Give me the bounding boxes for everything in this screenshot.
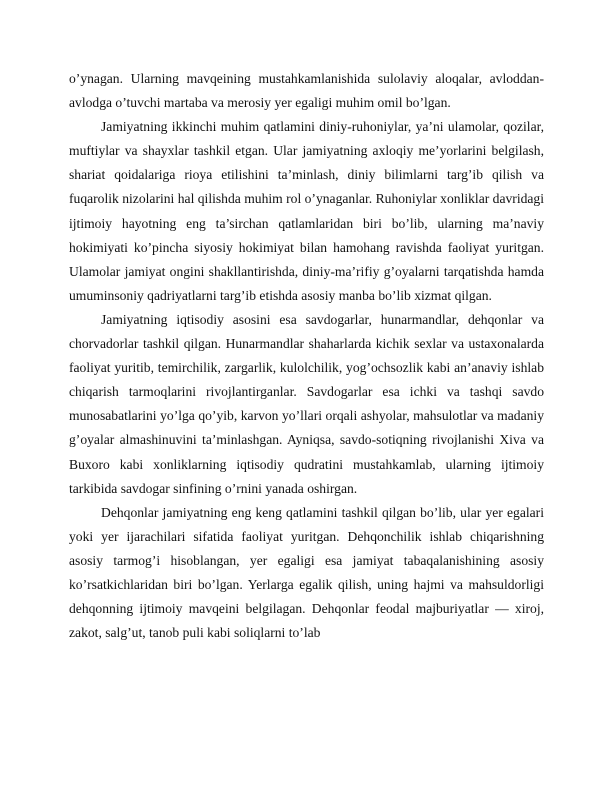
- paragraph-economic-class: Jamiyatning iqtisodiy asosini esa savdogarlar, hunarmandlar, dehqonlar va chorvadorlar tashkil qilgan. Hunarmandlar shaharlarda kichik sexlar va ustaxonalarda faoliyat yuritib, temirchilik, zargarlik, kulolchilik, yog’ochsozlik kabi an’anaviy ishlab chiqarish tarmoqlarini rivojlantirganlar. Savdogarlar esa ichki va tashqi savdo munosabatlarini yo’lga qo’yib, karvon yo’llari orqali ashyolar, mahsulotlar va madaniy g’oyalar almashinuvini ta’minlashgan. Ayniqsa, savdo-sotiqning rivojlanishi Xiva va Buxoro kabi xonliklarning iqtisodiy qudratini mustahkamlab, ularning ijtimoiy tarkibida savdogar sinfining o’rnini yanada oshirgan.: [69, 311, 544, 496]
- paragraph-continuation: o’ynagan. Ularning mavqeining mustahkamlanishida sulolaviy aloqalar, avloddan-avlodga o’tuvchi martaba va merosiy yer egaligi muhim omil bo’lgan.: [69, 71, 544, 111]
- paragraph-religious-class: Jamiyatning ikkinchi muhim qatlamini diniy-ruhoniylar, ya’ni ulamolar, qozilar, muftiylar va shayxlar tashkil etgan. Ular jamiyatning axloqiy me’yorlarini belgilash, shariat qoidalariga rioya etilishini ta’minlash, diniy bilimlarni targ’ib qilish va fuqarolik nizolarini hal qilishda muhim rol o’ynaganlar. Ruhoniylar xonliklar davridagi ijtimoiy hayotning eng ta’sirchan qatlamlaridan biri bo’lib, ularning ma’naviy hokimiyati ko’pincha siyosiy hokimiyat bilan hamohang ravishda faoliyat yuritgan. Ulamolar jamiyat ongini shakllantirishda, diniy-ma’rifiy g’oyalarni tarqatishda hamda umuminsoniy qadriyatlarni targ’ib etishda asosiy manba bo’lib xizmat qilgan.: [69, 119, 544, 303]
- paragraph-peasants: Dehqonlar jamiyatning eng keng qatlamini tashkil qilgan bo’lib, ular yer egalari yoki yer ijarachilari sifatida faoliyat yuritgan. Dehqonchilik ishlab chiqarishning asosiy tarmog’i hisoblangan, yer egaligi esa jamiyat tabaqalanishining asosiy ko’rsatkichlaridan biri bo’lgan. Yerlarga egalik qilish, uning hajmi va mahsuldorligi dehqonning ijtimoiy mavqeini belgilagan. Dehqonlar feodal majburiyatlar — xiroj, zakot, salg’ut, tanob puli kabi soliqlarni to’lab: [69, 504, 544, 641]
- document-page: [69, 67, 544, 645]
